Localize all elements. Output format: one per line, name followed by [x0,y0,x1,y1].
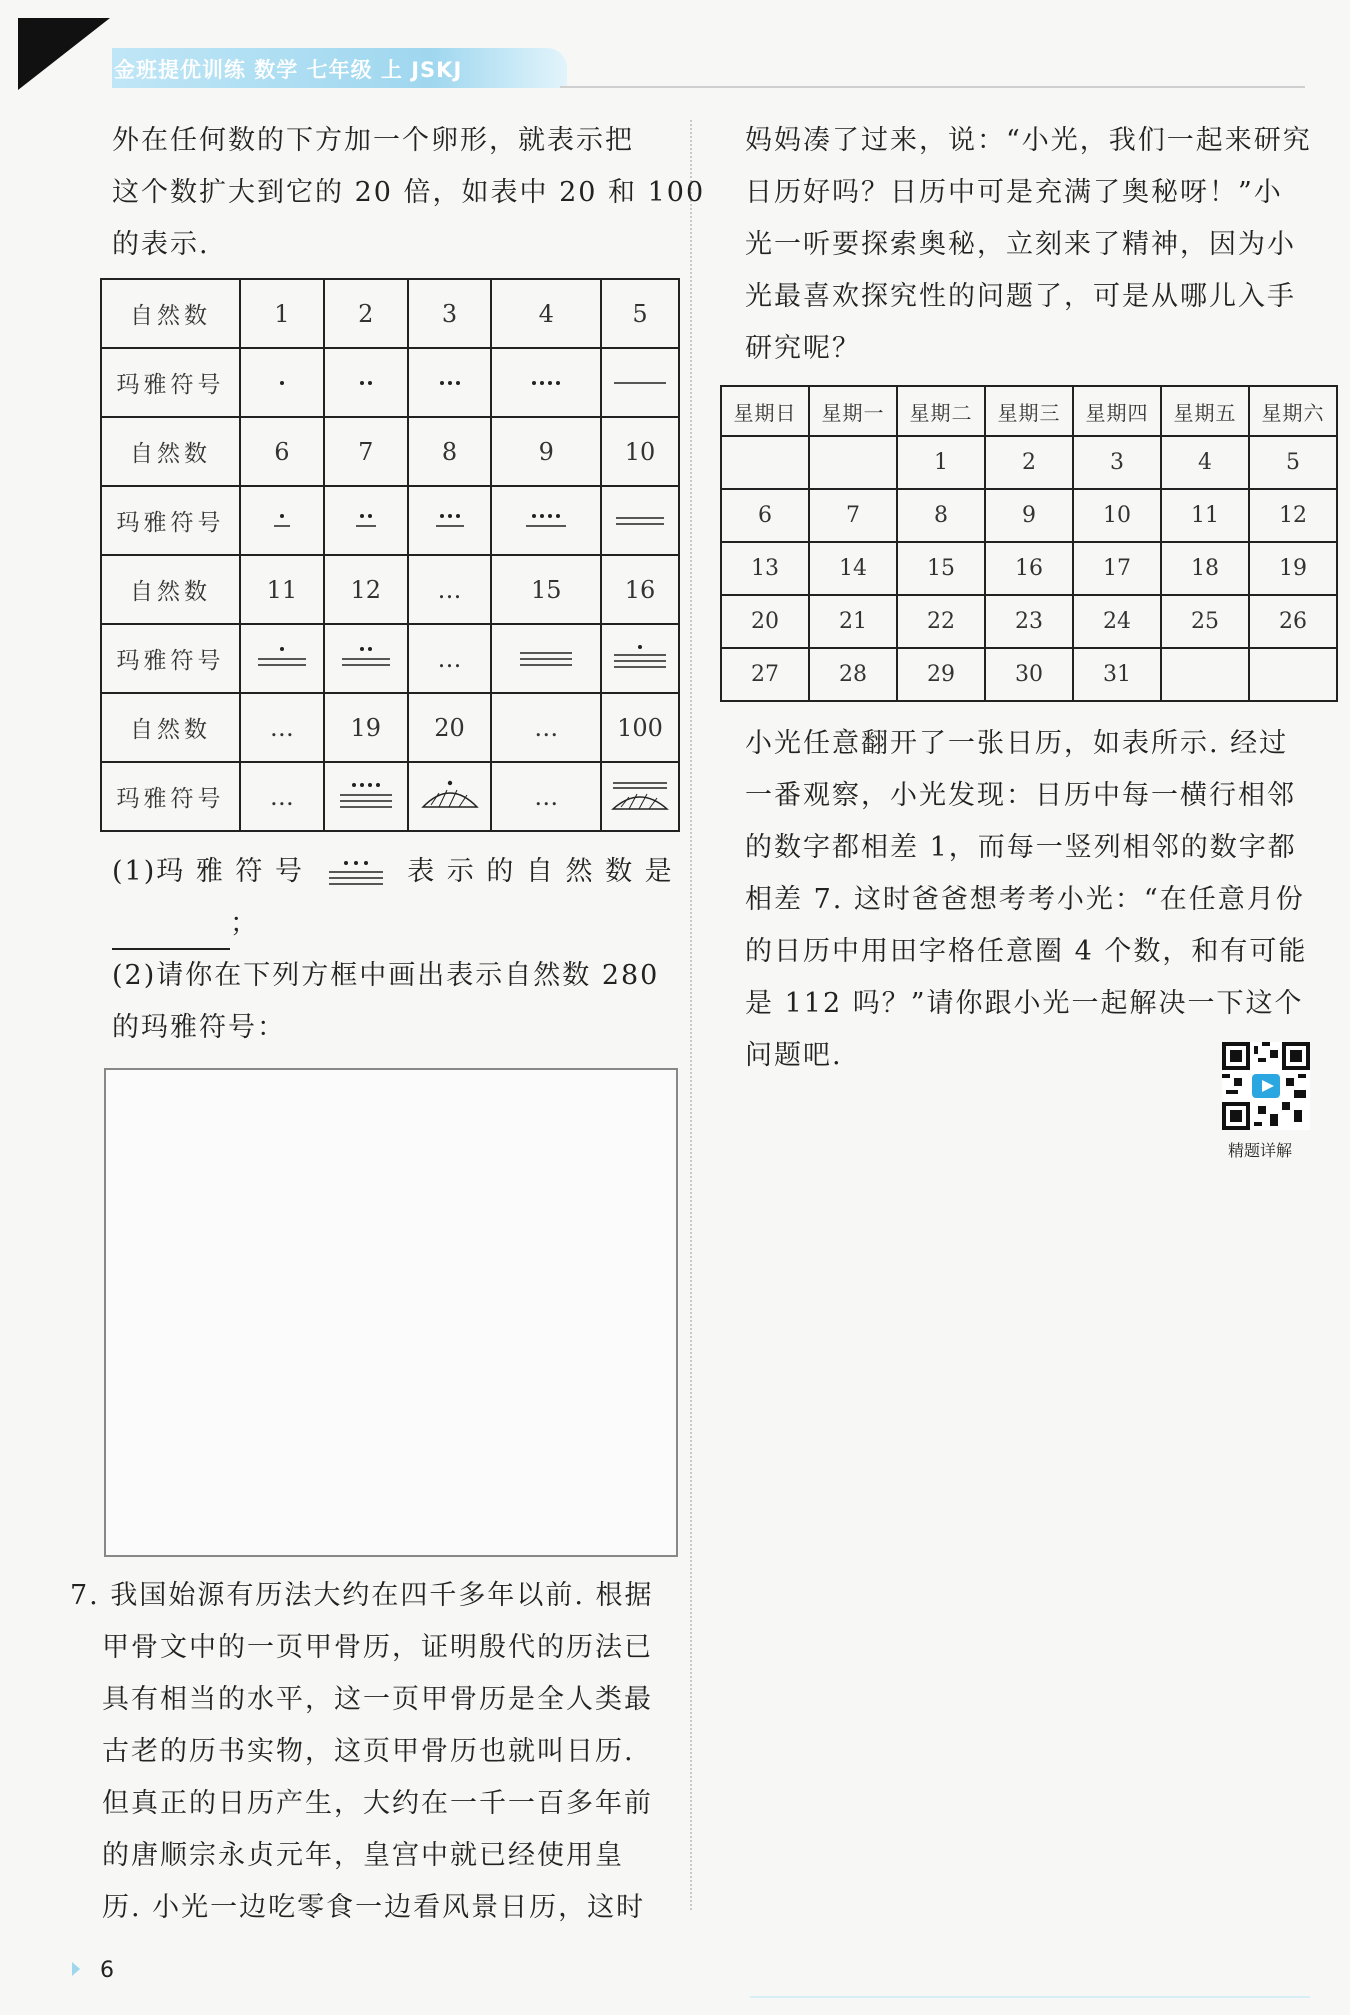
right-body [745,718,1307,1082]
calendar-header: 星期一 [809,386,897,436]
calendar-cell: 11 [1161,489,1249,542]
calendar-cell: 6 [721,489,809,542]
calendar-cell: 26 [1249,595,1337,648]
left-intro-line: 的表示. [112,229,210,260]
qr-label: 精题详解 [1228,1141,1293,1160]
calendar-cell: 4 [1161,436,1249,489]
calendar-cell: 12 [1249,489,1337,542]
table-cell: 15 [491,555,601,624]
q2-line: 的玛雅符号： [112,1012,286,1043]
table-cell: 19 [324,693,408,762]
calendar-header: 星期六 [1249,386,1337,436]
header-rule [560,86,1305,88]
calendar-cell: 1 [897,436,985,489]
maya-symbol-9 [491,486,601,555]
maya-symbol-8 [408,486,492,555]
calendar-table [720,385,1338,702]
maya-symbol-12 [324,624,408,693]
right-intro-line: 妈妈凑了过来，说：“小光，我们一起来研究 [745,125,1312,156]
maya-symbol-3 [408,348,492,417]
table-cell: 9 [491,417,601,486]
q1-prefix: (1)玛 雅 符 号 [112,856,304,887]
calendar-cell [1249,648,1337,701]
corner-mark [18,18,110,90]
right-intro-line: 光最喜欢探究性的问题了，可是从哪儿入手 [745,281,1296,312]
table-cell: … [408,555,492,624]
q7-line: 具有相当的水平，这一页甲骨历是全人类最 [102,1684,653,1715]
table-cell: 3 [408,279,492,348]
page-number: 6 [100,1958,114,1983]
q7-line: 7. 我国始源有历法大约在四千多年以前. 根据 [70,1580,654,1611]
calendar-header: 星期五 [1161,386,1249,436]
right-body-line: 是 112 吗？”请你跟小光一起解决一下这个 [745,988,1304,1019]
table-cell: … [491,693,601,762]
table-cell: … [240,762,324,831]
calendar-cell: 13 [721,542,809,595]
calendar-cell: 23 [985,595,1073,648]
table-cell: 10 [601,417,679,486]
row-label-maya: 玛雅符号 [101,624,240,693]
calendar-cell: 31 [1073,648,1161,701]
calendar-cell: 2 [985,436,1073,489]
q7-line: 甲骨文中的一页甲骨历，证明殷代的历法已 [102,1632,653,1663]
calendar-cell: 3 [1073,436,1161,489]
table-cell: 5 [601,279,679,348]
q7-line: 但真正的日历产生，大约在一千一百多年前 [102,1788,653,1819]
right-body-line: 的数字都相差 1，而每一竖列相邻的数字都 [745,832,1297,863]
maya-symbol-6 [240,486,324,555]
table-cell: 20 [408,693,492,762]
drawing-answer-box[interactable] [104,1068,678,1557]
calendar-cell: 7 [809,489,897,542]
maya-symbol-1 [240,348,324,417]
maya-symbol-100 [601,762,679,831]
right-intro-line: 研究呢？ [745,333,861,364]
right-body-line: 问题吧. [745,1040,843,1071]
right-intro-line: 日历好吗？日历中可是充满了奥秘呀！”小 [745,177,1283,208]
calendar-cell: 25 [1161,595,1249,648]
row-label-natural: 自然数 [101,693,240,762]
q1-suffix: 表 示 的 自 然 数 是 [407,856,674,887]
calendar-cell: 27 [721,648,809,701]
calendar-header: 星期四 [1073,386,1161,436]
maya-symbol-q1 [325,858,387,888]
right-intro-line: 光一听要探索奥秘，立刻来了精神，因为小 [745,229,1296,260]
table-cell: … [491,762,601,831]
calendar-cell [809,436,897,489]
right-body-line: 相差 7. 这时爸爸想考考小光：“在任意月份 [745,884,1305,915]
maya-symbol-19 [324,762,408,831]
table-cell: 12 [324,555,408,624]
question-1 [112,846,674,898]
calendar-cell: 21 [809,595,897,648]
calendar-cell: 29 [897,648,985,701]
row-label-natural: 自然数 [101,279,240,348]
maya-symbol-16 [601,624,679,693]
calendar-cell [721,436,809,489]
question-7 [70,1570,654,1934]
calendar-header: 星期二 [897,386,985,436]
calendar-cell: 17 [1073,542,1161,595]
table-cell: 7 [324,417,408,486]
q1-end: ； [230,908,259,939]
table-cell: 6 [240,417,324,486]
q7-line: 古老的历书实物，这页甲骨历也就叫日历. [102,1736,635,1767]
calendar-cell: 5 [1249,436,1337,489]
table-cell: … [408,624,492,693]
question-2 [112,950,659,1054]
header-title: 金班提优训练 数学 七年级 上 JSKJ [114,58,463,82]
maya-symbol-5 [601,348,679,417]
calendar-cell: 16 [985,542,1073,595]
footer-rule [750,1996,1310,1998]
page-arrow-icon [72,1962,80,1976]
q1-answer-line [112,898,259,950]
calendar-cell: 19 [1249,542,1337,595]
table-cell: 8 [408,417,492,486]
maya-symbol-11 [240,624,324,693]
calendar-header: 星期日 [721,386,809,436]
row-label-maya: 玛雅符号 [101,762,240,831]
maya-symbol-20 [408,762,492,831]
calendar-cell: 15 [897,542,985,595]
maya-symbol-15 [491,624,601,693]
left-intro [112,115,705,271]
calendar-cell: 24 [1073,595,1161,648]
maya-table [100,278,680,832]
table-cell: 4 [491,279,601,348]
calendar-cell: 10 [1073,489,1161,542]
calendar-cell: 9 [985,489,1073,542]
table-cell: 2 [324,279,408,348]
table-cell: 1 [240,279,324,348]
table-cell: 11 [240,555,324,624]
table-cell: 16 [601,555,679,624]
calendar-cell: 14 [809,542,897,595]
maya-symbol-2 [324,348,408,417]
row-label-natural: 自然数 [101,417,240,486]
right-body-line: 小光任意翻开了一张日历，如表所示. 经过 [745,728,1289,759]
maya-symbol-7 [324,486,408,555]
row-label-maya: 玛雅符号 [101,486,240,555]
calendar-header: 星期三 [985,386,1073,436]
calendar-cell: 18 [1161,542,1249,595]
left-intro-line: 外在任何数的下方加一个卵形，就表示把 [112,125,634,156]
table-cell: 100 [601,693,679,762]
calendar-cell: 20 [721,595,809,648]
right-body-line: 的日历中用田字格任意圈 4 个数，和有可能 [745,936,1308,967]
calendar-cell: 8 [897,489,985,542]
calendar-cell [1161,648,1249,701]
q7-line: 的唐顺宗永贞元年，皇宫中就已经使用皇 [102,1840,624,1871]
calendar-cell: 28 [809,648,897,701]
right-body-line: 一番观察，小光发现：日历中每一横行相邻 [745,780,1296,811]
q2-line: (2)请你在下列方框中画出表示自然数 280 [112,960,660,991]
maya-symbol-4 [491,348,601,417]
column-divider [690,120,692,1910]
calendar-cell: 22 [897,595,985,648]
q7-line: 历. 小光一边吃零食一边看风景日历，这时 [102,1892,646,1923]
maya-symbol-10 [601,486,679,555]
table-cell: … [240,693,324,762]
left-intro-line: 这个数扩大到它的 20 倍，如表中 20 和 100 [112,177,706,208]
calendar-cell: 30 [985,648,1073,701]
right-intro [745,115,1312,375]
row-label-natural: 自然数 [101,555,240,624]
row-label-maya: 玛雅符号 [101,348,240,417]
qr-code-icon[interactable] [1222,1042,1310,1130]
answer-blank[interactable] [112,918,230,950]
